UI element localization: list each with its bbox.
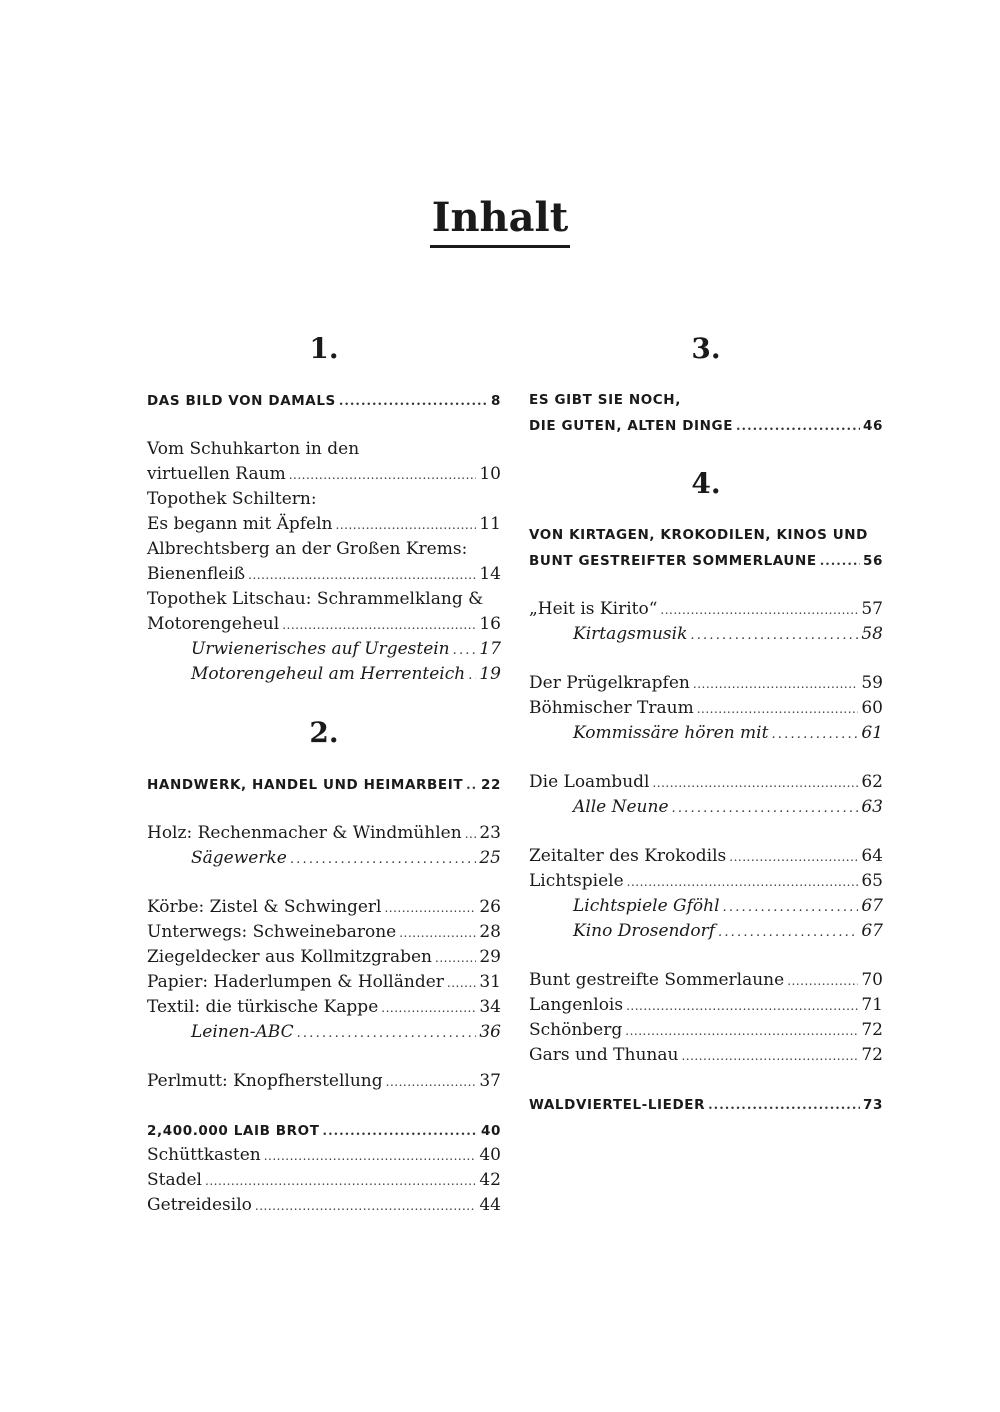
toc-entry [147, 562, 501, 587]
dot-leader [399, 920, 476, 946]
dot-leader [723, 894, 859, 920]
toc-entry-title: virtuellen Raum [147, 464, 286, 484]
dot-leader [466, 772, 478, 798]
part-number-1: 1. [309, 332, 339, 365]
toc-page-number: 44 [479, 1195, 501, 1215]
dot-leader [453, 637, 477, 663]
part-number-4: 4. [691, 467, 721, 500]
toc-subentry [147, 637, 501, 662]
dot-leader [336, 512, 477, 538]
toc-page-number: 22 [481, 777, 501, 793]
toc-page-number: 56 [863, 553, 883, 569]
page-title-wrap [0, 193, 1000, 248]
toc-page-number: 59 [861, 673, 883, 693]
toc-heading-line: ES GIBT SIE NOCH, [529, 392, 681, 408]
toc-entry [529, 1043, 883, 1068]
toc-page-number: 37 [479, 1071, 501, 1091]
toc-entry-line: Topothek Litschau: Schrammelklang & [147, 589, 484, 609]
toc-heading [147, 772, 501, 797]
toc-page-number: 46 [863, 418, 883, 434]
toc-entry [529, 844, 883, 869]
toc-page-number: 64 [861, 846, 883, 866]
dot-leader [660, 597, 858, 623]
toc-subentry [529, 919, 883, 944]
toc-entry-title: Ziegeldecker aus Kollmitzgraben [147, 947, 432, 967]
toc-page-number: 40 [481, 1123, 501, 1139]
toc-entry [147, 821, 501, 846]
toc-page-number: 36 [479, 1022, 501, 1042]
toc-subentry [529, 721, 883, 746]
dot-leader [289, 462, 477, 488]
toc-subentry-title: Lichtspiele Gföhl [573, 896, 720, 916]
toc-entry-title: „Heit is Kirito“ [529, 599, 658, 619]
toc-entry [147, 995, 501, 1020]
dot-leader [381, 995, 476, 1021]
toc-entry [529, 869, 883, 894]
toc-subentry-title: Motorengeheul am Herrenteich [191, 664, 466, 684]
toc-page-number: 61 [861, 723, 883, 743]
dot-leader [264, 1143, 477, 1169]
dot-leader [297, 1020, 477, 1046]
part-number-3: 3. [691, 332, 721, 365]
toc-entry-title: Zeitalter des Krokodils [529, 846, 727, 866]
dot-leader [384, 895, 476, 921]
toc-page-number: 58 [861, 624, 883, 644]
dot-leader [697, 696, 859, 722]
dot-leader [718, 919, 858, 945]
toc-page-number: 31 [479, 972, 501, 992]
toc-entry-title: Schönberg [529, 1020, 623, 1040]
toc-entry-line: Albrechtsberg an der Großen Krems: [147, 539, 468, 559]
toc-page-number: 14 [479, 564, 501, 584]
toc-entry [529, 1018, 883, 1043]
toc-entry [529, 696, 883, 721]
toc-entry [147, 945, 501, 970]
dot-leader [626, 993, 858, 1019]
dot-leader [435, 945, 476, 971]
toc-page-number: 67 [861, 896, 883, 916]
dot-leader [290, 846, 477, 872]
dot-leader [787, 968, 858, 994]
toc-heading-title: DIE GUTEN, ALTEN DINGE [529, 418, 734, 434]
dot-leader [386, 1069, 477, 1095]
part-number-2: 2. [309, 716, 339, 749]
toc-page-number: 16 [479, 614, 501, 634]
page-title: Inhalt [430, 193, 570, 248]
toc-heading-title: HANDWERK, HANDEL UND HEIMARBEIT [147, 777, 464, 793]
toc-subentry-title: Urwienerisches auf Urgestein [191, 639, 450, 659]
toc-entry-title: Textil: die türkische Kappe [147, 997, 379, 1017]
toc-entry-line: Vom Schuhkarton in den [147, 439, 360, 459]
toc-entry-title: Motorengeheul [147, 614, 280, 634]
toc-heading [529, 1092, 883, 1117]
dot-leader [627, 869, 859, 895]
dot-leader [820, 548, 860, 574]
toc-page-number: 8 [491, 393, 501, 409]
toc-subentry-title: Kino Drosendorf [573, 921, 715, 941]
toc-entry [147, 612, 501, 637]
toc-page-number: 62 [861, 772, 883, 792]
toc-subentry-title: Kirtagsmusik [573, 624, 688, 644]
toc-page-number: 42 [479, 1170, 501, 1190]
toc-entry-title: Gars und Thunau [529, 1045, 679, 1065]
toc-entry-title: Papier: Haderlumpen & Holländer [147, 972, 444, 992]
dot-leader [205, 1168, 476, 1194]
toc-entry [147, 1143, 501, 1168]
toc-heading-line: VON KIRTAGEN, KROKODILEN, KINOS UND [529, 527, 868, 543]
dot-leader [708, 1092, 860, 1118]
toc-entry-title: Lichtspiele [529, 871, 624, 891]
dot-leader [736, 413, 860, 439]
toc-column-left [147, 334, 501, 1218]
toc-entry-title: Böhmischer Traum [529, 698, 694, 718]
toc-entry-title: Langenlois [529, 995, 624, 1015]
toc-entry-title: Stadel [147, 1170, 202, 1190]
toc-page-number: 29 [479, 947, 501, 967]
toc-entry-title: Schüttkasten [147, 1145, 261, 1165]
toc-heading-title: 2,400.000 LAIB BROT [147, 1123, 320, 1139]
toc-heading [147, 1118, 501, 1143]
toc-page-number: 63 [861, 797, 883, 817]
dot-leader [468, 662, 476, 688]
toc-heading [147, 388, 501, 413]
toc-subentry [147, 1020, 501, 1045]
toc-page-number: 17 [479, 639, 501, 659]
toc-subentry-title: Sägewerke [191, 848, 287, 868]
toc-entry-title: Holz: Rechenmacher & Windmühlen [147, 823, 462, 843]
toc-entry-title: Der Prügelkrapfen [529, 673, 690, 693]
toc-entry-title: Die Loambudl [529, 772, 650, 792]
toc-page-number: 40 [479, 1145, 501, 1165]
toc-page-number: 28 [479, 922, 501, 942]
dot-leader [248, 562, 476, 588]
dot-leader [690, 622, 858, 648]
toc-subentry [529, 622, 883, 647]
toc-heading-title: DAS BILD VON DAMALS [147, 393, 336, 409]
toc-page-number: 70 [861, 970, 883, 990]
toc-entry-line: Topothek Schiltern: [147, 489, 317, 509]
toc-page-number: 11 [479, 514, 501, 534]
toc-entry [529, 597, 883, 622]
toc-subentry-title: Kommissäre hören mit [573, 723, 769, 743]
toc-entry [529, 671, 883, 696]
toc-heading [529, 413, 883, 438]
toc-entry [147, 462, 501, 487]
toc-page-number: 65 [861, 871, 883, 891]
toc-entry-title: Bunt gestreifte Sommerlaune [529, 970, 785, 990]
toc-entry-title: Bienenfleiß [147, 564, 246, 584]
toc-page-number: 19 [479, 664, 501, 684]
toc-page-number: 26 [479, 897, 501, 917]
toc-entry [147, 920, 501, 945]
toc-entry [529, 968, 883, 993]
toc-entry [147, 1069, 501, 1094]
toc-heading [529, 548, 883, 573]
toc-column-right [529, 334, 883, 1117]
dot-leader [729, 844, 858, 870]
toc-page-number: 34 [479, 997, 501, 1017]
toc-heading-title: BUNT GESTREIFTER SOMMERLAUNE [529, 553, 817, 569]
toc-page-number: 67 [861, 921, 883, 941]
dot-leader [693, 671, 858, 697]
dot-leader [255, 1193, 476, 1219]
dot-leader [323, 1118, 478, 1144]
toc-page-number: 72 [861, 1020, 883, 1040]
toc-entry [529, 993, 883, 1018]
toc-page-number: 72 [861, 1045, 883, 1065]
toc-entry-title: Unterwegs: Schweinebarone [147, 922, 397, 942]
toc-page-number: 71 [861, 995, 883, 1015]
dot-leader [681, 1043, 858, 1069]
toc-page-number: 60 [861, 698, 883, 718]
dot-leader [465, 821, 477, 847]
toc-entry-title: Es begann mit Äpfeln [147, 514, 333, 534]
toc-subentry [529, 894, 883, 919]
toc-entry [147, 512, 501, 537]
toc-entry [147, 1193, 501, 1218]
toc-page-number: 57 [861, 599, 883, 619]
toc-entry [147, 1168, 501, 1193]
toc-page-number: 25 [479, 848, 501, 868]
toc-page-number: 10 [479, 464, 501, 484]
dot-leader [282, 612, 476, 638]
toc-heading-title: WALDVIERTEL-LIEDER [529, 1097, 706, 1113]
dot-leader [447, 970, 476, 996]
toc-subentry-title: Alle Neune [573, 797, 669, 817]
toc-subentry [147, 662, 501, 687]
toc-page-number: 23 [479, 823, 501, 843]
toc-entry [147, 970, 501, 995]
toc-entry-title: Getreidesilo [147, 1195, 252, 1215]
toc-entry-title: Perlmutt: Knopfherstellung [147, 1071, 383, 1091]
dot-leader [625, 1018, 858, 1044]
toc-subentry [147, 846, 501, 871]
toc-subentry [529, 795, 883, 820]
toc-entry [529, 770, 883, 795]
toc-entry [147, 895, 501, 920]
dot-leader [672, 795, 859, 821]
dot-leader [771, 721, 858, 747]
toc-page-number: 73 [863, 1097, 883, 1113]
dot-leader [339, 388, 488, 414]
toc-subentry-title: Leinen-ABC [191, 1022, 294, 1042]
toc-entry-title: Körbe: Zistel & Schwingerl [147, 897, 382, 917]
dot-leader [652, 770, 858, 796]
